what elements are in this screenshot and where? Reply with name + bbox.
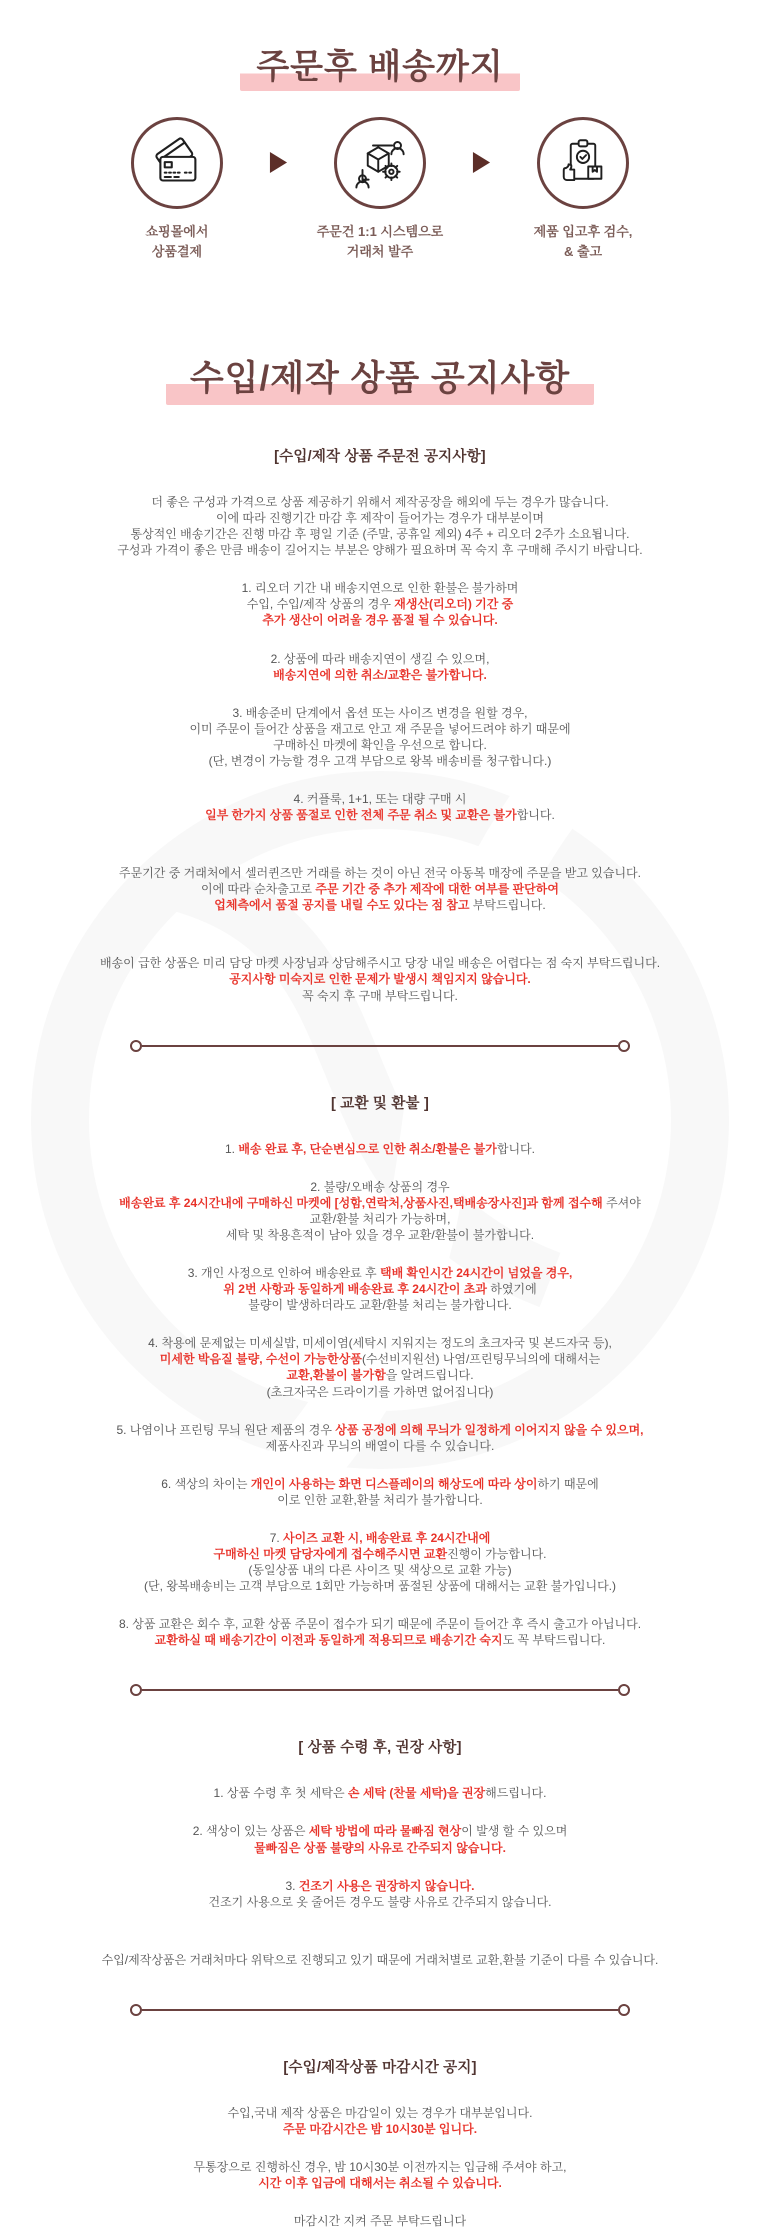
text-segment: 7.	[269, 1530, 284, 1545]
section-heading: [ 교환 및 환불 ]	[330, 1095, 429, 1112]
right-arrow-icon	[263, 151, 294, 179]
text-segment: 배송이 급한 상품은 미리 담당 마켓 사장님과 상담해주시고 당장 내일 배송은 어렵다는 점 숙지 부탁드립니다.	[99, 956, 661, 971]
section-heading: [수입/제작 상품 주문전 공지사항]	[274, 449, 486, 465]
notice-paragraph	[30, 494, 730, 558]
text-segment: 8. 상품 교환은 회수 후, 교환 상품 주문이 접수가 되기 때문에 주문이 들어간 후 즉시 출고가 아닙니다.	[118, 1617, 642, 1632]
text-segment: 마감시간 지켜 주문 부탁드립니다	[293, 2214, 467, 2229]
page-title: 주문후 배송까지	[240, 50, 519, 91]
text-segment: 2. 불량/오배송 상품의 경우	[310, 1179, 450, 1194]
text-segment: 1.	[225, 1141, 239, 1156]
notice-paragraph	[30, 2213, 730, 2229]
text-segment: (초크자국은 드라이기를 가하면 없어집니다)	[266, 1384, 494, 1399]
page-title-wrap	[30, 50, 730, 91]
text-segment: 진행이 가능합니다.	[447, 1546, 547, 1561]
red-text-segment: 일부 한가지 상품 품절로 인한 전체 주문 취소 및 교환은 불가	[205, 808, 517, 823]
text-segment: 을 알려드립니다.	[385, 1368, 474, 1383]
text-segment: (단, 변경이 가능할 경우 고객 부담으로 왕복 배송비를 청구합니다.)	[208, 753, 552, 768]
notice-paragraph	[30, 1530, 730, 1594]
red-text-segment: 배송완료 후 24시간내에 구매하신 마켓에 [성함,연락처,상품사진,택배송장사진]과 함께 접수해	[119, 1195, 603, 1210]
divider-ring-left	[130, 1040, 142, 1052]
text-segment: 3. 배송준비 단계에서 옵션 또는 사이즈 변경을 원할 경우,	[232, 705, 528, 720]
notice-content	[30, 0, 730, 2229]
text-segment: 해드립니다.	[485, 1786, 547, 1801]
red-text-segment: 배송 완료 후, 단순변심으로 인한 취소/환불은 불가	[238, 1141, 497, 1156]
notice-paragraph	[30, 2159, 730, 2191]
credit-card-icon	[131, 117, 223, 209]
text-segment: 교환/환불 처리가 가능하며,	[309, 1211, 451, 1226]
notice-title-wrap	[30, 361, 730, 405]
section-pre-order-notice	[30, 445, 730, 1004]
text-segment: (동일상품 내의 다른 사이즈 및 색상으로 교환 가능)	[248, 1563, 512, 1578]
process-step-label: 쇼핑몰에서 상품결제	[145, 224, 209, 259]
text-segment: 불량이 발생하더라도 교환/환불 처리는 불가합니다.	[248, 1298, 512, 1313]
notice-paragraph	[30, 1179, 730, 1243]
text-segment: 2. 상품에 따라 배송지연이 생길 수 있으며,	[270, 651, 490, 666]
red-text-segment: 추가 생산이 어려울 경우 품절 될 수 있습니다.	[262, 613, 498, 628]
text-segment: 4. 착용에 문제없는 미세실밥, 미세이염(세탁시 지워지는 정도의 초크자국 및 본드자국 등),	[148, 1336, 612, 1351]
section-heading: [수입/제작상품 마감시간 공지]	[283, 2059, 477, 2076]
section-exchange-refund	[30, 1092, 730, 1649]
text-segment: 4. 커플룩, 1+1, 또는 대량 구매 시	[293, 792, 467, 807]
notice-paragraph	[30, 651, 730, 683]
red-text-segment: 손 세탁 (찬물 세탁)을 권장	[347, 1786, 486, 1801]
red-text-segment: 상품 공정에 의해 무늬가 일정하게 이어지지 않을 수 있으며,	[335, 1422, 644, 1437]
text-segment: 건조기 사용으로 옷 줄어든 경우도 불량 사유로 간주되지 않습니다.	[208, 1894, 552, 1909]
red-text-segment: 구매하신 마켓 담당자에게 접수해주시면 교환	[213, 1546, 448, 1561]
divider-line	[142, 1689, 618, 1691]
text-segment: 무통장으로 진행하신 경우, 밤 10시30분 이전까지는 입금해 주셔야 하고,	[193, 2159, 567, 2174]
text-segment: 도 꼭 부탁드립니다.	[502, 1633, 606, 1648]
process-step-label: 제품 입고후 검수, & 출고	[533, 224, 633, 259]
notice-paragraph	[30, 1616, 730, 1648]
text-segment: 수입, 수입/제작 상품의 경우	[246, 597, 395, 612]
process-step-label: 주문건 1:1 시스템으로 거래처 발주	[316, 224, 444, 259]
order-system-icon	[334, 117, 426, 209]
text-segment: 3.	[285, 1878, 299, 1893]
text-segment: 주문기간 중 거래처에서 셀러퀸즈만 거래를 하는 것이 아닌 전국 아동복 매장에 주문을 받고 있습니다.	[119, 866, 641, 881]
notice-paragraph	[30, 705, 730, 769]
text-segment: 구매하신 마켓에 확인을 우선으로 합니다.	[273, 737, 487, 752]
text-segment: 수입,국내 제작 상품은 마감일이 있는 경우가 대부분입니다.	[227, 2105, 533, 2120]
section-divider	[130, 2004, 630, 2016]
red-text-segment: 사이즈 교환 시, 배송완료 후 24시간내에	[283, 1530, 491, 1545]
red-text-segment: 세탁 방법에 따라 물빠짐 현상	[308, 1824, 462, 1839]
text-segment: 구성과 가격이 좋은 만큼 배송이 길어지는 부분은 양해가 필요하며 꼭 숙지 후 구매해 주시기 바랍니다.	[117, 543, 643, 558]
text-segment: 합니다.	[516, 808, 555, 823]
process-step	[91, 117, 263, 261]
red-text-segment: 배송지연에 의한 취소/교환은 불가합니다.	[273, 667, 487, 682]
text-segment: 2. 색상이 있는 상품은	[192, 1824, 309, 1839]
notice-page	[30, 0, 730, 2229]
notice-paragraph	[30, 955, 730, 1003]
inspection-shipping-icon	[537, 117, 629, 209]
red-text-segment: 개인이 사용하는 화면 디스플레이의 해상도에 따라 상이	[250, 1476, 538, 1491]
text-segment: 제품사진과 무늬의 배열이 다를 수 있습니다.	[265, 1438, 495, 1453]
notice-paragraph	[30, 2105, 730, 2137]
text-segment: 세탁 및 착용흔적이 남아 있을 경우 교환/환불이 불가합니다.	[225, 1227, 535, 1242]
red-text-segment: 물빠짐은 상품 불량의 사유로 간주되지 않습니다.	[254, 1840, 506, 1855]
divider-ring-left	[130, 2004, 142, 2016]
text-segment: 3. 개인 사정으로 인하여 배송완료 후	[187, 1266, 380, 1281]
notice-paragraph	[30, 1335, 730, 1399]
notice-paragraph	[30, 1878, 730, 1910]
text-segment: 이에 따라 진행기간 마감 후 제작이 들어가는 경우가 대부분이며	[215, 511, 545, 526]
red-text-segment: 미세한 박음질 불량, 수선이 가능한상품	[159, 1352, 362, 1367]
section-heading: [ 상품 수령 후, 권장 사항]	[298, 1740, 462, 1757]
text-segment: 1. 리오더 기간 내 배송지연으로 인한 환불은 불가하며	[241, 581, 519, 596]
notice-paragraph	[30, 1476, 730, 1508]
text-segment: 부탁드립니다.	[469, 898, 546, 913]
notice-sections	[30, 445, 730, 2229]
order-process-steps	[30, 117, 730, 261]
text-segment: 수입/제작상품은 거래처마다 위탁으로 진행되고 있기 때문에 거래처별로 교환,환불 기준이 다를 수 있습니다.	[101, 1952, 659, 1967]
notice-paragraph	[30, 791, 730, 823]
notice-paragraph	[30, 1823, 730, 1855]
divider-ring-right	[618, 1040, 630, 1052]
text-segment: 꼭 숙지 후 구매 부탁드립니다.	[302, 988, 458, 1003]
red-text-segment: 교환하실 때 배송기간이 이전과 동일하게 적용되므로 배송기간 숙지	[154, 1633, 503, 1648]
notice-paragraph	[30, 580, 730, 628]
red-text-segment: 주문 마감시간은 밤 10시30분 입니다.	[282, 2121, 478, 2136]
text-segment: 합니다.	[496, 1141, 535, 1156]
text-segment: 이에 따라 순차출고로	[201, 882, 316, 897]
divider-ring-left	[130, 1684, 142, 1696]
process-step	[294, 117, 466, 261]
notice-paragraph	[30, 1141, 730, 1157]
divider-ring-right	[618, 2004, 630, 2016]
notice-section-title: 수입/제작 상품 공지사항	[166, 361, 594, 405]
process-step	[497, 117, 669, 261]
text-segment: (수선비지원선) 나염/프린팅무늬의에 대해서는	[361, 1352, 601, 1367]
red-text-segment: 위 2번 사항과 동일하게 배송완료 후 24시간이 초과	[223, 1282, 487, 1297]
text-segment: (단, 왕복배송비는 고객 부담으로 1회만 가능하며 품절된 상품에 대해서는 교환 불가입니다.)	[144, 1579, 616, 1594]
notice-paragraph	[30, 1422, 730, 1454]
text-segment: 5. 나염이나 프린팅 무늬 원단 제품의 경우	[116, 1422, 336, 1437]
text-segment: 하였기에	[486, 1282, 537, 1297]
text-segment: 이미 주문이 들어간 상품을 재고로 안고 재 주문을 넣어드려야 하기 때문에	[189, 721, 571, 736]
red-text-segment: 건조기 사용은 권장하지 않습니다.	[298, 1878, 475, 1893]
text-segment: 통상적인 배송기간은 진행 마감 후 평일 기준 (주말, 공휴일 제외) 4주 + 리오더 2주가 소요됩니다.	[130, 527, 630, 542]
notice-paragraph	[30, 865, 730, 913]
red-text-segment: 시간 이후 입금에 대해서는 취소될 수 있습니다.	[258, 2176, 502, 2191]
section-deadline-notice	[30, 2056, 730, 2229]
text-segment: 이로 인한 교환,환불 처리가 불가합니다.	[277, 1492, 483, 1507]
red-text-segment: 교환,환불이 불가함	[286, 1368, 386, 1383]
red-text-segment: 택배 확인시간 24시간이 넘었을 경우,	[380, 1266, 573, 1281]
text-segment: 6. 색상의 차이는	[161, 1476, 251, 1491]
notice-paragraph	[30, 1265, 730, 1313]
section-after-receipt	[30, 1736, 730, 1967]
divider-line	[142, 2009, 618, 2011]
right-arrow-icon	[466, 151, 497, 179]
text-segment: 하기 때문에	[537, 1476, 599, 1491]
text-segment: 이 발생 할 수 있으며	[461, 1824, 568, 1839]
red-text-segment: 공지사항 미숙지로 인한 문제가 발생시 책임지지 않습니다.	[229, 972, 531, 987]
red-text-segment: 재생산(리오더) 기간 중	[394, 597, 514, 612]
section-divider	[130, 1684, 630, 1696]
divider-line	[142, 1045, 618, 1047]
text-segment: 더 좋은 구성과 가격으로 상품 제공하기 위해서 제작공장을 해외에 두는 경우가 많습니다.	[151, 495, 609, 509]
red-text-segment: 업체측에서 품절 공지를 내릴 수도 있다는 점 참고	[214, 898, 470, 913]
text-segment: 주셔야	[602, 1195, 641, 1210]
red-text-segment: 주문 기간 중 추가 제작에 대한 여부를 판단하여	[315, 882, 559, 897]
notice-paragraph	[30, 1952, 730, 1968]
divider-ring-right	[618, 1684, 630, 1696]
text-segment: 1. 상품 수령 후 첫 세탁은	[213, 1786, 348, 1801]
notice-paragraph	[30, 1785, 730, 1801]
section-divider	[130, 1040, 630, 1052]
